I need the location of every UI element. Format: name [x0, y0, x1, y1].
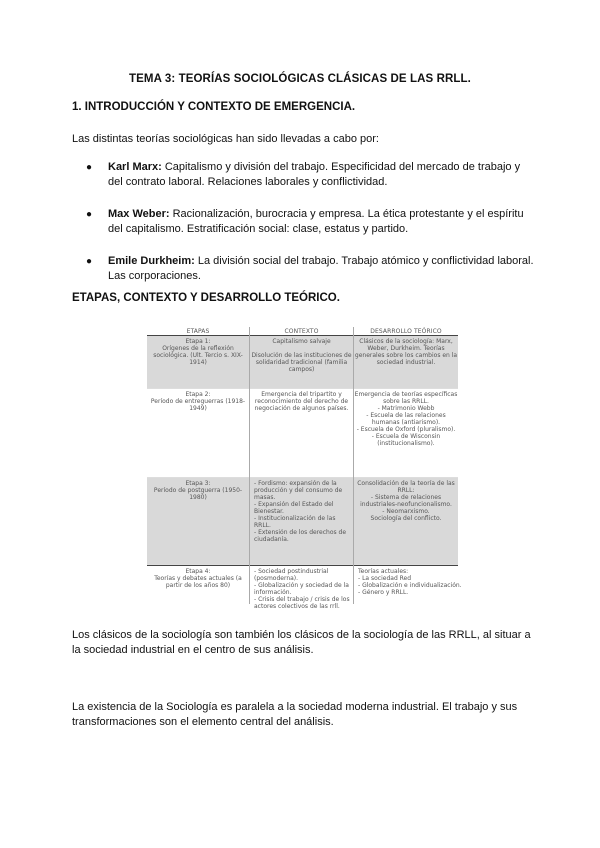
- etapas-table-image: [147, 327, 462, 610]
- intro-paragraph: Las distintas teorías sociológicas han sido llevadas a cabo por:: [72, 133, 379, 145]
- column-divider: [249, 327, 250, 604]
- table-row: [147, 565, 462, 610]
- table-header: [147, 327, 458, 336]
- author-description: Capitalismo y división del trabajo. Especificidad del mercado de trabajo y del contrato laboral. Relaciones laborales y conflictividad.: [108, 161, 521, 188]
- table-cell: Etapa 1: Orígenes de la reflexión sociológica. (Ult. Tercio s. XIX-1914): [147, 336, 249, 388]
- author-name: Emile Durkheim:: [108, 255, 195, 267]
- table-cell: Teorías actuales: - La sociedad Red - Globalización e individualización. - Género y RRLL.: [358, 568, 462, 596]
- section-heading-etapas: ETAPAS, CONTEXTO Y DESARROLLO TEÓRICO.: [72, 292, 340, 304]
- list-item-marx: [72, 160, 534, 190]
- table-cell: - Fordismo: expansión de la producción y del consumo de masas. - Expansión del Estado del Bienestar. - Institucionalización de las RRLL. - Extensión de los derechos de ciudadanía.: [250, 478, 353, 564]
- table-cell: - Sociedad postindustrial (posmoderna). - Globalización y sociedad de la información. - Crisis del trabajo / crisis de los actores colectivos de las rrll.: [254, 568, 350, 610]
- header-contexto: CONTEXTO: [284, 328, 319, 335]
- table-cell: Etapa 3: Período de postguerra (1950-1980): [147, 478, 249, 564]
- list-item-weber: [72, 207, 534, 237]
- column-divider: [353, 327, 354, 604]
- table-row: [147, 478, 458, 565]
- closing-paragraph-1: Los clásicos de la sociología son también los clásicos de la sociología de las RRLL, al situar a la sociedad industrial en el centro de sus análisis.: [72, 629, 531, 656]
- author-description: Racionalización, burocracia y empresa. La ética protestante y el espíritu del capitalismo. Estratificación social: clase, estatus y partido.: [108, 208, 524, 235]
- table-row: [147, 389, 458, 478]
- header-desarrollo: DESARROLLO TEÓRICO: [370, 328, 442, 335]
- authors-list: [72, 160, 534, 301]
- document-title: TEMA 3: TEORÍAS SOCIOLÓGICAS CLÁSICAS DE LAS RRLL.: [129, 73, 471, 85]
- header-etapas: ETAPAS: [186, 328, 210, 335]
- table-cell: Clásicos de la sociología: Marx, Weber, Durkheim. Teorías generales sobre los cambios en la sociedad industrial.: [354, 336, 458, 388]
- table-cell: Etapa 4: Teorías y debates actuales (a partir de los años 80): [154, 568, 242, 589]
- bullet-icon: ●: [86, 209, 93, 220]
- section-heading-introduccion: 1. INTRODUCCIÓN Y CONTEXTO DE EMERGENCIA.: [72, 101, 356, 113]
- bullet-icon: ●: [86, 162, 93, 173]
- bullet-icon: ●: [86, 256, 93, 267]
- list-item-durkheim: [72, 254, 534, 284]
- table-row: [147, 336, 458, 389]
- author-name: Karl Marx:: [108, 161, 162, 173]
- table-cell: Emergencia de teorías específicas sobre las RRLL. - Matrimonio Webb - Escuela de las relaciones humanas (antiarismo). - Escuela de Oxford (pluralismo). - Escuela de Wisconsin (institucionalismo).: [354, 391, 458, 447]
- table-cell: Consolidación de la teoría de las RRLL: - Sistema de relaciones industriales-neofuncionalismo. - Neomarxismo. Sociología del conflicto.: [354, 478, 458, 564]
- table-cell: Emergencia del tripartito y reconocimiento del derecho de negociación de algunos países.: [254, 391, 349, 412]
- author-description: La división social del trabajo. Trabajo atómico y conflictividad laboral. Las corporaciones.: [108, 255, 534, 282]
- table-cell: Etapa 2: Período de entreguerras (1918-1949): [150, 391, 246, 412]
- closing-paragraph-2: La existencia de la Sociología es paralela a la sociedad moderna industrial. El trabajo y sus transformaciones son el elemento central del análisis.: [72, 701, 518, 728]
- table-cell: Capitalismo salvaje Disolución de las instituciones de solidaridad tradicional (familia campos): [250, 336, 353, 388]
- author-name: Max Weber:: [108, 208, 170, 220]
